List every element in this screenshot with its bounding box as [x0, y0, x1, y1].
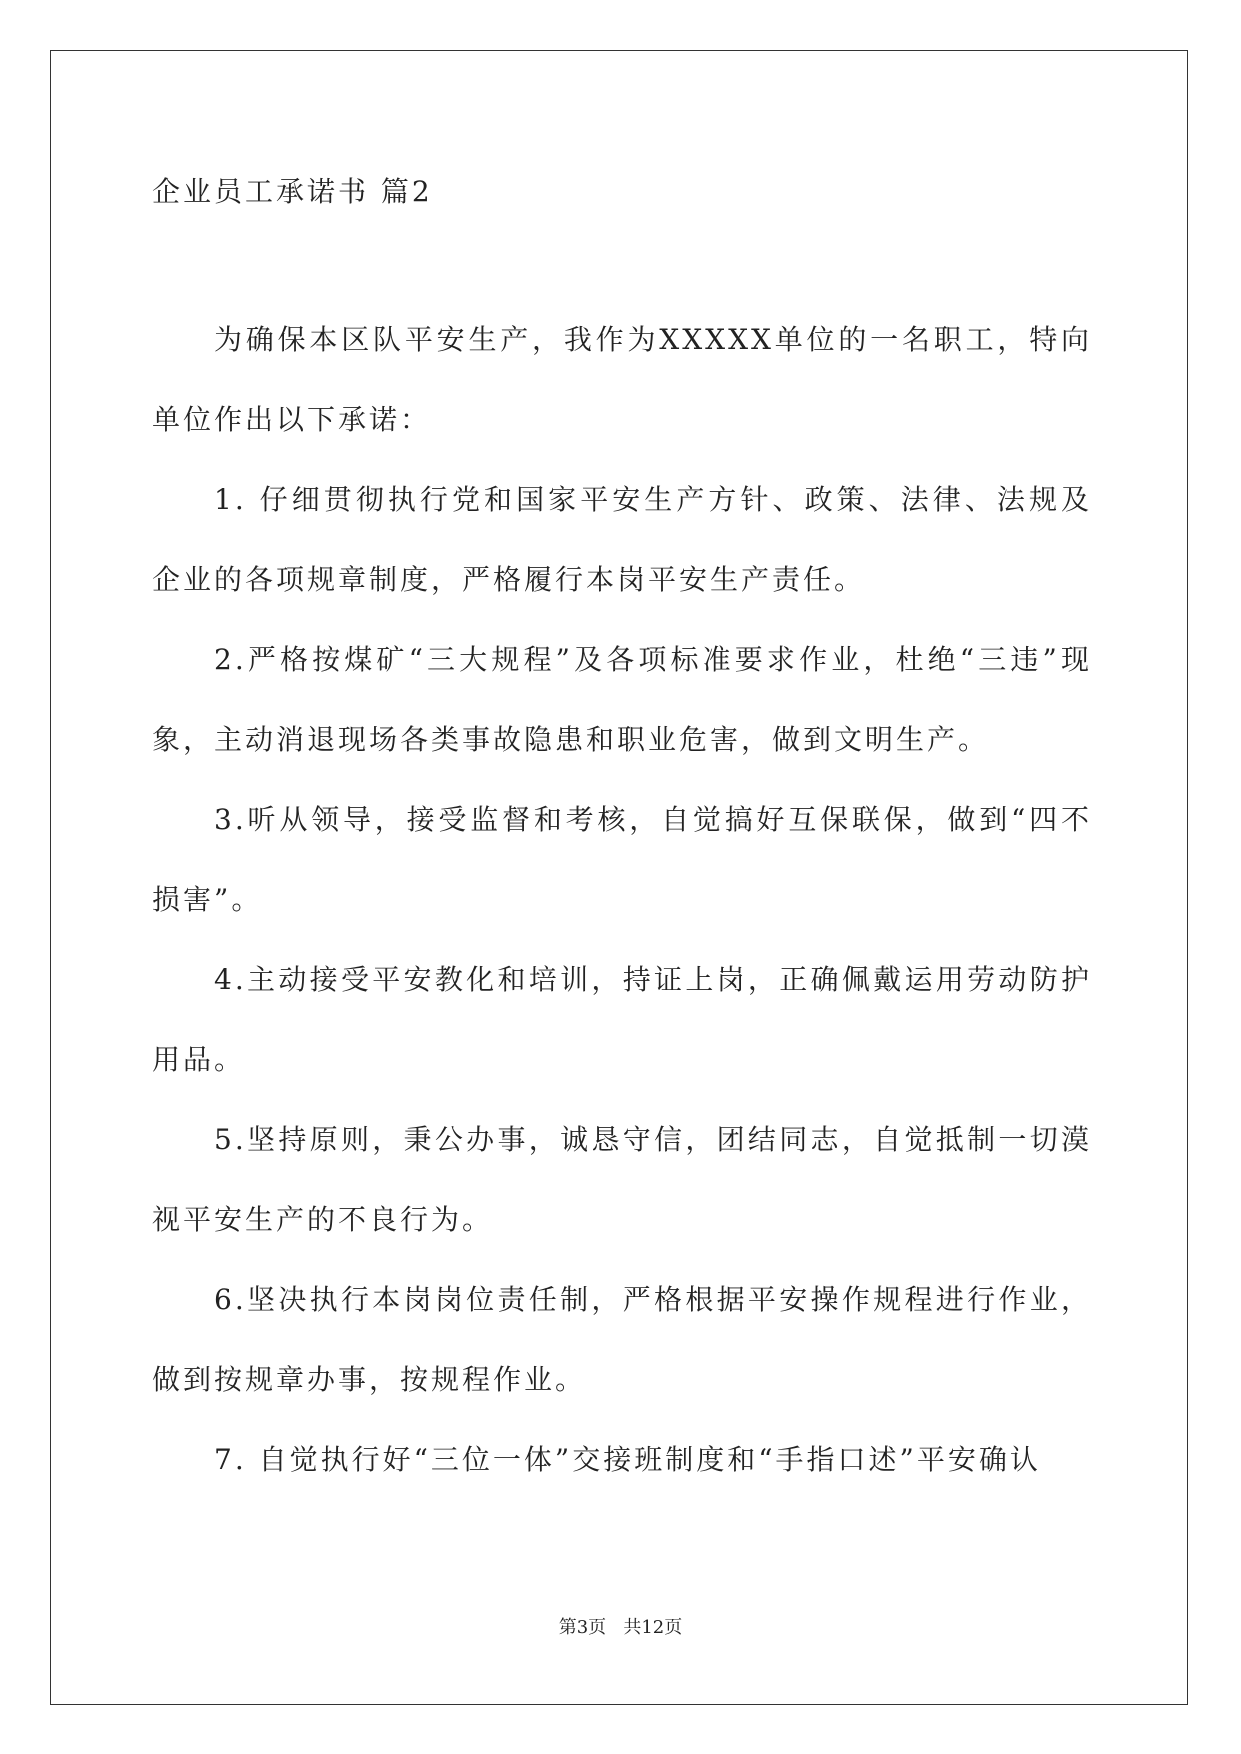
paragraph-item-7: 7. 自觉执行好“三位一体”交接班制度和“手指口述”平安确认	[214, 1443, 1041, 1476]
paragraph-item-1: 1. 仔细贯彻执行党和国家平安生产方针、政策、法律、法规及企业的各项规章制度，严格履行本岗平安生产责任。	[152, 483, 1092, 596]
paragraph-item-4: 4.主动接受平安教化和培训，持证上岗，正确佩戴运用劳动防护用品。	[152, 963, 1092, 1076]
page-number-footer: 第3页 共12页	[558, 1617, 683, 1638]
document-title: 企业员工承诺书 篇2	[152, 175, 433, 208]
paragraph-item-3: 3.听从领导，接受监督和考核，自觉搞好互保联保，做到“四不损害”。	[152, 803, 1092, 916]
paragraph-item-5: 5.坚持原则，秉公办事，诚恳守信，团结同志，自觉抵制一切漠视平安生产的不良行为。	[152, 1123, 1092, 1236]
paragraph-intro: 为确保本区队平安生产，我作为XXXXX单位的一名职工，特向单位作出以下承诺：	[152, 323, 1092, 436]
paragraph-item-2: 2.严格按煤矿“三大规程”及各项标准要求作业，杜绝“三违”现象，主动消退现场各类事故隐患和职业危害，做到文明生产。	[152, 643, 1092, 756]
paragraph-item-6: 6.坚决执行本岗岗位责任制，严格根据平安操作规程进行作业，做到按规章办事，按规程作业。	[152, 1283, 1092, 1396]
